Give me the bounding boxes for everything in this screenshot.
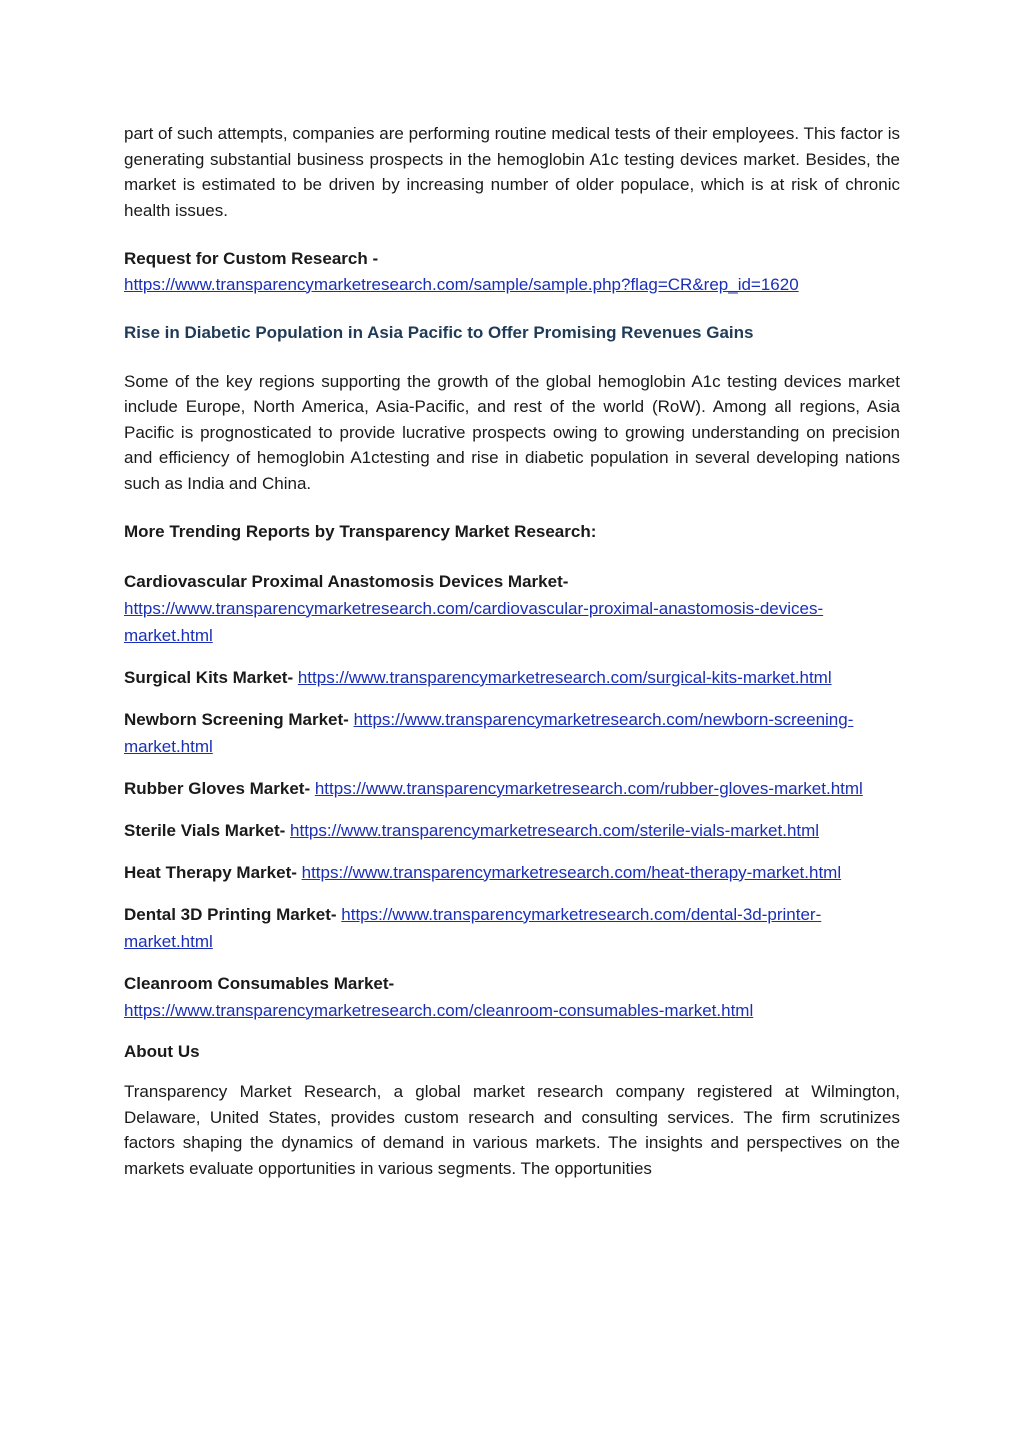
custom-research-block	[124, 246, 900, 297]
report-link[interactable]: https://www.transparencymarketresearch.com/rubber-gloves-market.html	[314, 778, 863, 798]
report-link[interactable]: https://www.transparencymarketresearch.com/cardiovascular-proximal-anastomosis-devices-market.html	[124, 598, 824, 645]
intro-paragraph: part of such attempts, companies are performing routine medical tests of their employees. This factor is generating substantial business prospects in the hemoglobin A1c testing devices market. Besides, the market is estimated to be driven by increasing number of older populace, which is at risk of chronic health issues.	[124, 124, 900, 220]
report-item	[124, 664, 900, 691]
about-heading: About Us	[124, 1041, 200, 1061]
reports-list	[124, 568, 900, 1024]
report-item	[124, 706, 900, 760]
trending-heading: More Trending Reports by Transparency Market Research:	[124, 522, 597, 541]
report-link[interactable]: https://www.transparencymarketresearch.com/cleanroom-consumables-market.html	[124, 1000, 754, 1020]
report-title: Cardiovascular Proximal Anastomosis Devices Market-	[124, 571, 569, 591]
about-paragraph: Transparency Market Research, a global market research company registered at Wilmington, Delaware, United States, provides custom research and consulting services. The firm scrutinizes factors shaping the dynamics of demand in various markets. The insights and perspectives on the markets evaluate opportunities in various segments. The opportunities	[124, 1082, 900, 1178]
document-body	[124, 121, 900, 1181]
report-link[interactable]: https://www.transparencymarketresearch.com/dental-3d-printer-market.html	[124, 904, 822, 951]
report-title: Dental 3D Printing Market-	[124, 904, 337, 924]
report-link[interactable]: https://www.transparencymarketresearch.com/newborn-screening-market.html	[124, 709, 854, 756]
report-title: Rubber Gloves Market-	[124, 778, 311, 798]
report-title: Sterile Vials Market-	[124, 820, 286, 840]
report-title: Surgical Kits Market-	[124, 667, 294, 687]
report-title: Newborn Screening Market-	[124, 709, 349, 729]
report-item	[124, 775, 900, 802]
report-link[interactable]: https://www.transparencymarketresearch.com/sterile-vials-market.html	[290, 820, 820, 840]
report-link[interactable]: https://www.transparencymarketresearch.com/surgical-kits-market.html	[297, 667, 832, 687]
report-title: Cleanroom Consumables Market-	[124, 973, 395, 993]
report-title: Heat Therapy Market-	[124, 862, 297, 882]
custom-research-link[interactable]: https://www.transparencymarketresearch.com/sample/sample.php?flag=CR&rep_id=1620	[124, 274, 799, 294]
report-link[interactable]: https://www.transparencymarketresearch.com/heat-therapy-market.html	[301, 862, 842, 882]
report-item	[124, 817, 900, 844]
custom-research-label: Request for Custom Research -	[124, 249, 379, 268]
report-item	[124, 859, 900, 886]
section-heading: Rise in Diabetic Population in Asia Pacific to Offer Promising Revenues Gains	[124, 323, 754, 342]
regions-paragraph: Some of the key regions supporting the growth of the global hemoglobin A1c testing devices market include Europe, North America, Asia-Pacific, and rest of the world (RoW). Among all regions, Asia Pacific is prognosticated to provide lucrative prospects owing to growing understanding on precision and efficiency of hemoglobin A1ctesting and rise in diabetic population in several developing nations such as India and China.	[124, 371, 900, 493]
report-item	[124, 901, 900, 955]
report-item	[124, 970, 900, 1024]
report-item	[124, 568, 900, 649]
